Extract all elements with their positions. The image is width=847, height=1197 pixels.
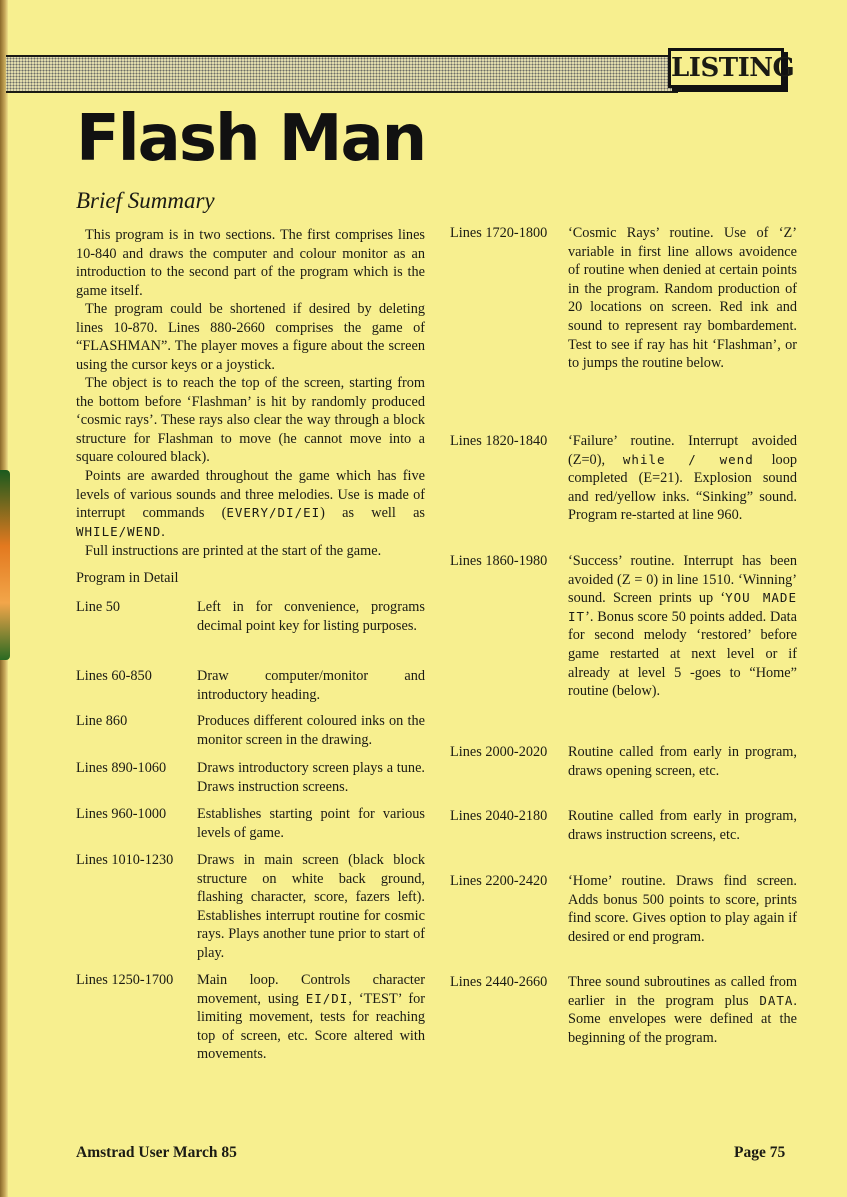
you-made-it-code: YOU MADE IT: [568, 590, 797, 624]
entry-lines: Lines 1860-1980: [450, 553, 548, 569]
header-bar: [6, 55, 678, 93]
entry-lines: Lines 960-1000: [76, 806, 167, 822]
entry-lines: Lines 2440-2660: [450, 974, 548, 990]
page-title: Flash Man: [76, 102, 426, 176]
data-code: DATA: [759, 992, 794, 1008]
entry-text-b: , ‘TEST’ for limiting movement, tests for reaching top of screen, etc. Score altered with movements.: [197, 990, 425, 1063]
summary-paragraph-1: This program is in two sections. The first comprises lines 10-840 and draws the computer and colour monitor as an introduction to the second part of the program which is the game itself.: [76, 227, 425, 299]
entry-text: Routine called from early in program, draws opening screen, etc.: [568, 744, 797, 779]
entry-text-b: ’. Bonus score 50 points added. Data for second melody ‘restored’ before game restarted at next level or if already at level 5 -goes to “Home” routine (below).: [568, 608, 797, 700]
entry-text: [568, 973, 797, 1047]
entry-text: [568, 432, 797, 525]
entry-text: Produces different coloured inks on the monitor screen in the drawing.: [197, 713, 425, 748]
entry-lines: Lines 2200-2420: [450, 873, 548, 889]
ei-di-code: EI/DI: [305, 990, 349, 1006]
entry-text: Establishes starting point for various levels of game.: [197, 806, 425, 841]
summary-paragraph-4-text-b: ) as well as: [320, 505, 425, 522]
entry-lines: Lines 1250-1700: [76, 972, 174, 988]
entry-text-a: Main loop. Controls character movement, using: [197, 972, 425, 1007]
entry-text: Draw computer/monitor and introductory heading.: [197, 668, 425, 703]
entry-text: [197, 971, 425, 1064]
entry-lines: Lines 1820-1840: [450, 433, 548, 449]
entry-lines: Lines 2040-2180: [450, 808, 548, 824]
entry-text-b: loop completed (E=21). Explosion sound and red/yellow inks. “Sinking” sound. Program re-started at line 960.: [568, 451, 797, 524]
summary-paragraph-4-text-a: Points are awarded throughout the game which has five levels of various sounds and three melodies. Use is made of interrupt commands (: [76, 468, 425, 522]
entry-text: Routine called from early in program, draws instruction screens, etc.: [568, 808, 797, 843]
entry-text: Left in for convenience, programs decimal point key for listing purposes.: [197, 599, 425, 634]
entry-lines: Lines 890-1060: [76, 760, 167, 776]
entry-lines: Line 50: [76, 599, 121, 615]
entry-text: ‘Home’ routine. Draws find screen. Adds bonus 500 points to score, prints find score. Gives option to play again if desired or end program.: [568, 873, 797, 945]
entry-lines: Lines 2000-2020: [450, 744, 548, 760]
entry-text: Draws in main screen (black block structure on white back ground, flashing character, score, fazers left). Establishes interrupt routine for cosmic rays. Plays another tune prior to start of play.: [197, 852, 425, 961]
entry-text-a: ‘Failure’ routine. Interrupt avoided (Z=0),: [568, 433, 797, 468]
entry-text-a: ‘Success’ routine. Interrupt has been avoided (Z = 0) in line 1510. ‘Winning’ sound. Screen prints up ‘: [568, 553, 797, 607]
while-wend-code: while / wend: [622, 451, 754, 467]
summary-heading: Brief Summary: [76, 188, 215, 213]
entry-lines: Lines 60-850: [76, 668, 152, 684]
summary-paragraph-4-text-c: .: [161, 523, 165, 540]
listing-tag: LISTING: [668, 48, 784, 88]
interrupt-commands-code: EVERY/DI/EI: [226, 505, 321, 521]
summary-paragraph-4: [76, 467, 425, 541]
detail-heading: Program in Detail: [76, 570, 179, 586]
entry-lines: Lines 1010-1230: [76, 852, 174, 868]
entry-lines: Lines 1720-1800: [450, 225, 548, 241]
footer-page-number: Page 75: [734, 1144, 786, 1161]
entry-text: [568, 552, 797, 701]
entry-text: ‘Cosmic Rays’ routine. Use of ‘Z’ variable in first line allows avoidence of routine when denied at certain points in the program. Random production of 20 locations on screen. Red ink and sound to represent ray bombardement. Test to see if ray has hit ‘Flashman’, or to jumps the routine below.: [568, 225, 797, 372]
adjacent-page-edge: [0, 470, 10, 660]
entry-text-a: Three sound subroutines as called from earlier in the program plus: [568, 974, 797, 1009]
while-wend-code: WHILE/WEND: [76, 523, 162, 539]
summary-paragraph-2: The program could be shortened if desired by deleting lines 10-870. Lines 880-2660 comprises the game of “FLASHMAN”. The player moves a figure about the screen using the cursor keys or a joystick.: [76, 301, 425, 373]
entry-text: Draws introductory screen plays a tune. Draws instruction screens.: [197, 760, 425, 795]
summary-paragraph-5: Full instructions are printed at the start of the game.: [85, 543, 382, 559]
entry-text-b: . Some envelopes were defined at the beginning of the program.: [568, 992, 797, 1046]
summary-paragraph-3: The object is to reach the top of the screen, starting from the bottom before ‘Flashman’ is hit by randomly produced ‘cosmic rays’. These rays also clear the way through a block structure for Flashman to move (he cannot move into a square coloured black).: [76, 375, 425, 466]
footer-publication: Amstrad User March 85: [76, 1144, 237, 1161]
entry-lines: Line 860: [76, 713, 128, 729]
